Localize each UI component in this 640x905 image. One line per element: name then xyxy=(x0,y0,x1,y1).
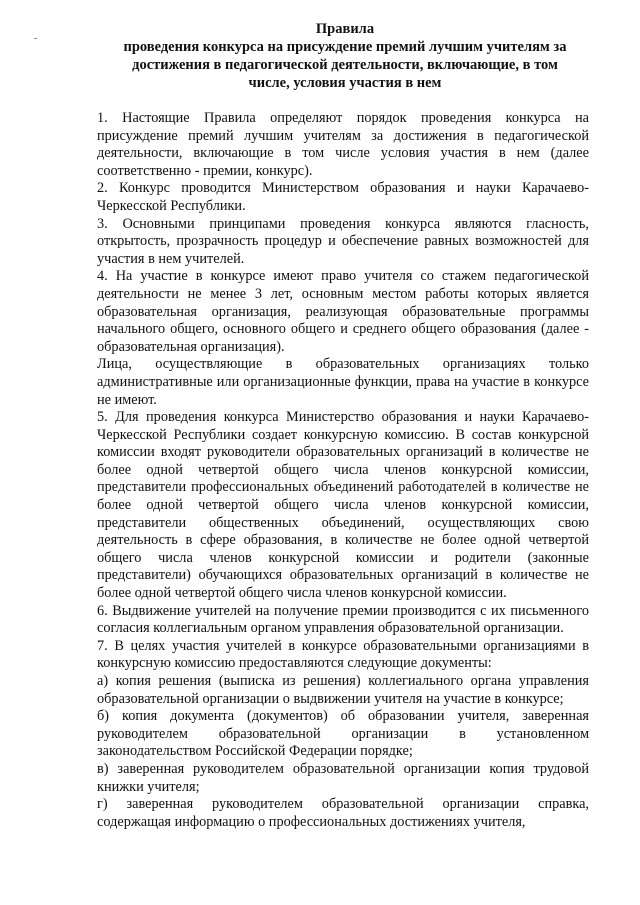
paragraph-7-c: в) заверенная руководителем образовательной организации копия трудовой книжки учителя; xyxy=(97,760,589,795)
paragraph-7-d: г) заверенная руководителем образовательной организации справка, содержащая информацию о профессиональных достижениях учителя, xyxy=(97,796,589,830)
scan-speck xyxy=(34,38,37,39)
paragraph-5: 5. Для проведения конкурса Министерство образования и науки Карачаево-Черкесской Республики создает конкурсную комиссию. В состав конкурсной комиссии входят руководители образовательных организаций в количестве не более одной четвертой общего числа членов конкурсной комиссии, представители профессиональных объединений работодателей в количестве не более одной четвертой общего числа членов конкурсной комиссии, представители общественных объединений, осуществляющих свою деятельность в сфере образования, в количестве не более одной четвертой общего числа членов конкурсной комиссии и родители (законные представители) обучающихся образовательных организаций в количестве не более одной четвертой общего числа членов конкурсной комиссии. xyxy=(97,409,589,602)
paragraph-3: 3. Основными принципами проведения конкурса являются гласность, открытость, прозрачность процедур и обеспечение равных возможностей для участия в нем учителей. xyxy=(97,215,589,267)
paragraph-1: 1. Настоящие Правила определяют порядок проведения конкурса на присуждение премий лучшим учителям за достижения в педагогической деятельности, включающие в том числе условия участия в нем (далее соответственно - премии, конкурс). xyxy=(97,110,589,179)
paragraph-7-b: б) копия документа (документов) об образовании учителя, заверенная руководителем образовательной организации в установленном законодательством Российской Федерации порядке; xyxy=(97,708,589,760)
paragraph-4-note: Лица, осуществляющие в образовательных организациях только административные или организационные функции, права на участие в конкурсе не имеют. xyxy=(97,356,589,408)
paragraph-7: 7. В целях участия учителей в конкурсе образовательными организациями в конкурсную комиссию предоставляются следующие документы: xyxy=(97,637,589,672)
paragraph-2: 2. Конкурс проводится Министерством образования и науки Карачаево-Черкесской Республики. xyxy=(97,180,589,214)
paragraph-7-a: а) копия решения (выписка из решения) коллегиального органа управления образовательной организации о выдвижении учителя на участие в конкурсе; xyxy=(97,673,589,707)
heading-line-1: проведения конкурса на присуждение премий лучшим учителям за xyxy=(123,39,567,55)
heading-line-3: числе, условия участия в нем xyxy=(248,75,442,91)
heading-line-2: достижения в педагогической деятельности, включающие, в том xyxy=(132,57,558,73)
heading-title: Правила xyxy=(315,21,375,37)
document-heading xyxy=(100,20,590,92)
paragraph-6: 6. Выдвижение учителей на получение премии производится с их письменного согласия коллегиальным органом управления образовательной организации. xyxy=(97,602,589,637)
paragraph-4: 4. На участие в конкурсе имеют право учителя со стажем педагогической деятельности не менее 3 лет, основным местом работы которых является образовательная организация, реализующая образовательные программы начального общего, основного общего и среднего общего образования (далее - образовательная организация). xyxy=(97,268,589,355)
document-body xyxy=(97,110,589,831)
